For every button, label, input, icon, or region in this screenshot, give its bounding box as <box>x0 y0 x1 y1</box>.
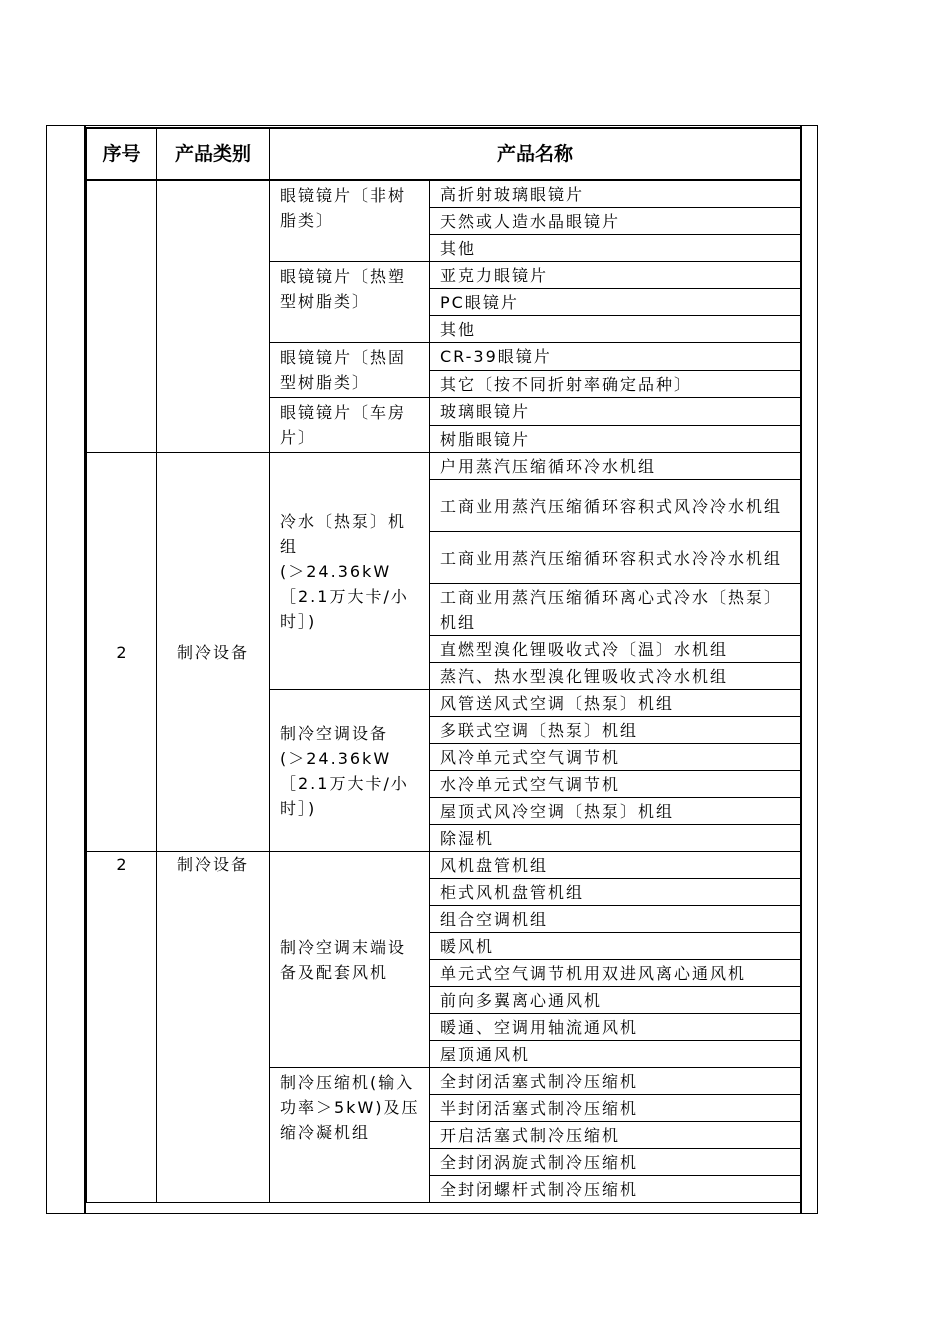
product-name-cell: 开启活塞式制冷压缩机 <box>430 1122 801 1149</box>
header-seq: 序号 <box>87 128 157 180</box>
subcategory-cell: 眼镜镜片〔热固型树脂类〕 <box>270 343 430 398</box>
product-name-cell: 户用蒸汽压缩循环冷水机组 <box>430 453 801 480</box>
product-name-cell: 直燃型溴化锂吸收式冷〔温〕水机组 <box>430 636 801 663</box>
subcategory-cell: 制冷压缩机(输入功率＞5kW)及压缩冷凝机组 <box>270 1068 430 1203</box>
product-name-cell: 蒸汽、热水型溴化锂吸收式冷水机组 <box>430 663 801 690</box>
subcategory-cell: 眼镜镜片〔车房片〕 <box>270 398 430 453</box>
product-name-cell: 高折射玻璃眼镜片 <box>430 180 801 208</box>
product-name-cell: PC眼镜片 <box>430 289 801 316</box>
product-name-cell: 屋顶式风冷空调〔热泵〕机组 <box>430 798 801 825</box>
header-category: 产品类别 <box>157 128 270 180</box>
product-name-cell: 其它〔按不同折射率确定品种〕 <box>430 370 801 398</box>
product-name-cell: 组合空调机组 <box>430 906 801 933</box>
subcategory-cell: 冷水〔热泵〕机组 (＞24.36kW［2.1万大卡/小时］) <box>270 453 430 690</box>
seq-cell <box>87 180 157 453</box>
subcategory-cell: 眼镜镜片〔非树脂类〕 <box>270 180 430 262</box>
product-name-cell: 暖风机 <box>430 933 801 960</box>
product-name-cell: 玻璃眼镜片 <box>430 398 801 426</box>
product-name-cell: 工商业用蒸汽压缩循环容积式风冷冷水机组 <box>430 480 801 532</box>
category-cell: 制冷设备 <box>157 453 270 852</box>
table-row <box>87 453 801 480</box>
subcategory-cell: 制冷空调末端设备及配套风机 <box>270 852 430 1068</box>
product-name-cell: 工商业用蒸汽压缩循环容积式水冷冷水机组 <box>430 532 801 584</box>
header-product-name: 产品名称 <box>270 128 801 180</box>
product-name-cell: 树脂眼镜片 <box>430 425 801 453</box>
product-name-cell: 屋顶通风机 <box>430 1041 801 1068</box>
product-name-cell: 其他 <box>430 235 801 262</box>
product-table <box>86 127 801 1203</box>
category-cell: 制冷设备 <box>157 852 270 1203</box>
product-name-cell: 风机盘管机组 <box>430 852 801 879</box>
subcategory-cell: 制冷空调设备 (＞24.36kW［2.1万大卡/小时］) <box>270 690 430 852</box>
product-name-cell: 天然或人造水晶眼镜片 <box>430 208 801 235</box>
subcategory-cell: 眼镜镜片〔热塑型树脂类〕 <box>270 262 430 343</box>
product-name-cell: 多联式空调〔热泵〕机组 <box>430 717 801 744</box>
product-name-cell: 全封闭螺杆式制冷压缩机 <box>430 1176 801 1203</box>
product-name-cell: 暖通、空调用轴流通风机 <box>430 1014 801 1041</box>
product-name-cell: 单元式空气调节机用双进风离心通风机 <box>430 960 801 987</box>
product-name-cell: 风管送风式空调〔热泵〕机组 <box>430 690 801 717</box>
product-name-cell: 全封闭活塞式制冷压缩机 <box>430 1068 801 1095</box>
seq-cell: 2 <box>87 453 157 852</box>
product-name-cell: 除湿机 <box>430 825 801 852</box>
product-name-cell: 水冷单元式空气调节机 <box>430 771 801 798</box>
seq-cell: 2 <box>87 852 157 1203</box>
product-name-cell: 半封闭活塞式制冷压缩机 <box>430 1095 801 1122</box>
category-cell <box>157 180 270 453</box>
product-name-cell: 全封闭涡旋式制冷压缩机 <box>430 1149 801 1176</box>
product-name-cell: CR-39眼镜片 <box>430 343 801 371</box>
header-row <box>87 128 801 180</box>
product-name-cell: 工商业用蒸汽压缩循环离心式冷水〔热泵〕机组 <box>430 584 801 636</box>
product-name-cell: 风冷单元式空气调节机 <box>430 744 801 771</box>
table-row <box>87 180 801 208</box>
product-name-cell: 前向多翼离心通风机 <box>430 987 801 1014</box>
product-name-cell: 亚克力眼镜片 <box>430 262 801 289</box>
table-row <box>87 852 801 879</box>
product-name-cell: 柜式风机盘管机组 <box>430 879 801 906</box>
product-name-cell: 其他 <box>430 316 801 343</box>
